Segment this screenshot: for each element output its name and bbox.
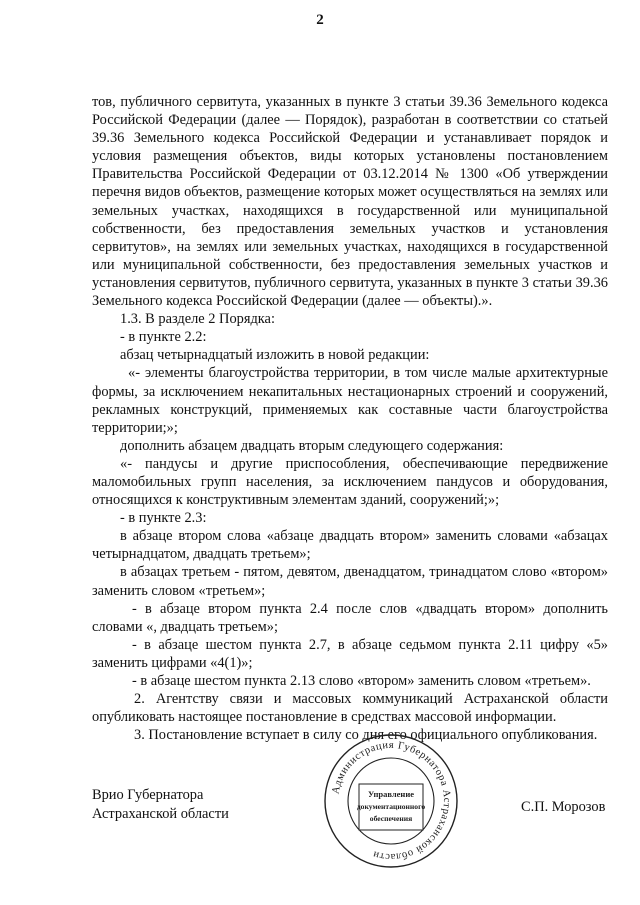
paragraph-abzac-2-change: в абзаце втором слова «абзаце двадцать втором» заменить словами «абзацах четырнадцатом, двадцать третьем»; [92,528,608,563]
paragraph-continuation: тов, публичного сервитута, указанных в пункте 3 статьи 39.36 Земельного кодекса Российской Федерации (далее — Порядок), разработан в соответствии со статьей 39.36 Земельного кодекса Российской Федерации и устанавливает порядок и условия размещения объектов, виды которых установлены постановлением Правительства Российской Федерации от 03.12.2014 № 1300 «Об утверждении перечня видов объектов, размещение которых может осуществляться на землях или земельных участках, находящихся в государственной или муниципальной собственности, без предоставления земельных участков и установления сервитутов», на землях или земельных участках, находящихся в государственной или муниципальной собственности, без предоставления земельных участков и установления сервитутов, публичного сервитута, указанных в пункте 3 статьи 39.36 Земельного кодекса Российской Федерации (далее — объекты).». [92,94,608,310]
paragraph-item-2-13: - в абзаце шестом пункта 2.13 слово «втором» заменить словом «третьем». [132,673,591,689]
seal-inner-line1: Управление [367,789,415,799]
seal-outer-circle [325,735,457,867]
seal-inner-line3: обеспечения [369,814,413,823]
official-seal-stamp [322,732,460,870]
paragraph-section-1-3: 1.3. В разделе 2 Порядка: [120,311,275,328]
paragraph-item-2-7: - в абзаце шестом пункта 2.7, в абзаце седьмом пункта 2.11 цифру «5» заменить цифрами «4(1)»; [92,636,608,671]
seal-ring-text: Администрация Губернатора Астраханской области [330,739,453,863]
paragraph-item-2-4: - в абзаце втором пункта 2.4 после слов «двадцать втором» дополнить словами «, двадцать третьем»; [92,600,608,635]
document-body [92,93,608,744]
signer-position-line2: Астраханской области [92,806,229,822]
paragraph-publication: 2. Агентству связи и массовых коммуникаций Астраханской области опубликовать настоящее постановление в средствах массовой информации. [92,691,608,726]
paragraph-item-2-3: - в пункте 2.3: [120,510,207,527]
signer-position-line1: Врио Губернатора [92,787,204,803]
paragraph-abzac-14: абзац четырнадцатый изложить в новой редакции: [120,347,430,364]
paragraph-add-abzac-22: дополнить абзацем двадцать вторым следующего содержания: [120,437,504,454]
paragraph-quote-elements: «- элементы благоустройства территории, в том числе малые архитектурные формы, за исключением некапитальных нестационарных строений и сооружений, рекламных конструкций, применяемых как составные части благоустройства территории;»; [92,365,608,436]
paragraph-abzac-3-5-change: в абзацах третьем - пятом, девятом, двенадцатом, тринадцатом слово «втором» заменить словом «третьем»; [92,564,608,599]
signer-name: С.П. Морозов [521,799,606,815]
signature-block [92,786,229,824]
page-number: 2 [316,12,324,28]
paragraph-quote-ramps: «- пандусы и другие приспособления, обеспечивающие передвижение маломобильных групп населения, за исключением пандусов и оборудования, относящихся к конструктивным элементам зданий, сооружений;»; [92,455,608,509]
paragraph-effective: 3. Постановление вступает в силу со дня его официального опубликования. [134,727,598,744]
seal-inner-line2: документационного [356,802,426,811]
seal-inner-circle [348,758,434,844]
paragraph-item-2-2: - в пункте 2.2: [120,329,207,346]
